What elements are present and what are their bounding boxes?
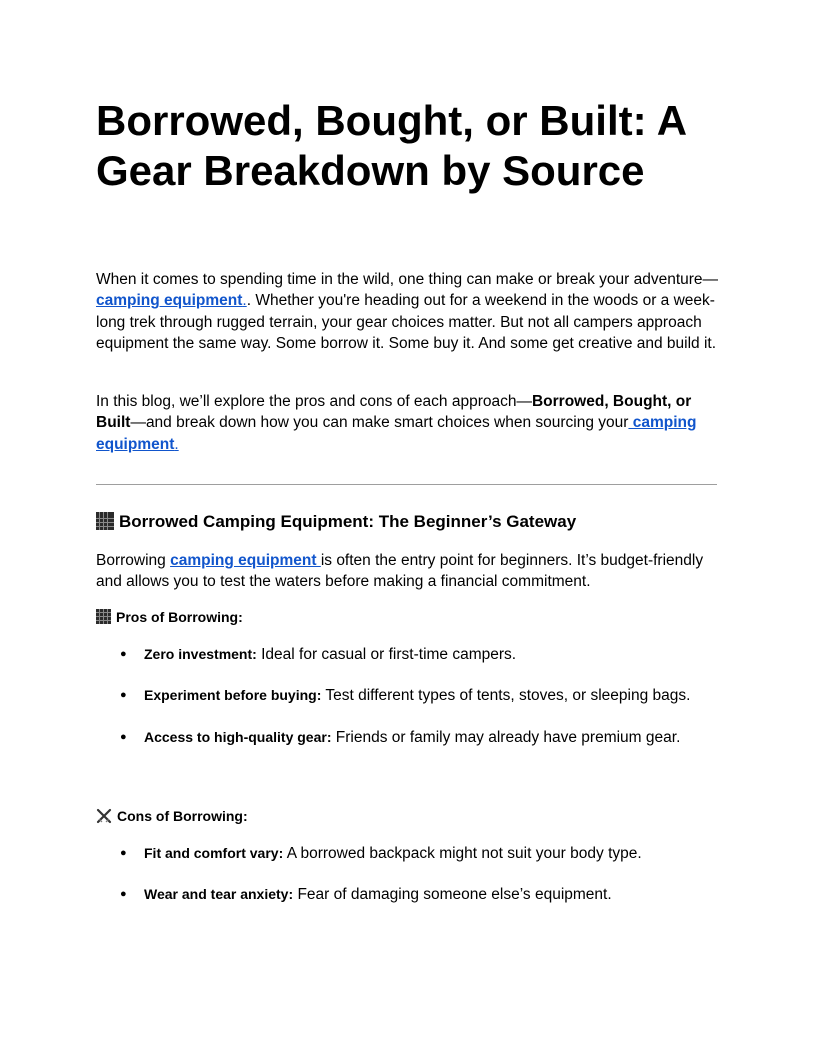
block-grid-icon: [96, 512, 114, 530]
pros-list: [96, 644, 720, 768]
block-grid-icon: [96, 609, 111, 624]
list-item-label: Zero investment:: [144, 646, 257, 662]
camping-equipment-link-3[interactable]: camping equipment: [170, 552, 321, 569]
intro-text-after: . Whether you're heading out for a weekend in the woods or a week-long trek through rugged terrain, your gear choices matter. But not all campers approach equipment the same way. Some borrow it. Some buy it. And some get creative and build it.: [96, 292, 717, 352]
cons-heading: [96, 806, 248, 826]
page-title: Borrowed, Bought, or Built: A Gear Breakdown by Source: [96, 97, 686, 194]
list-item-text: A borrowed backpack might not suit your body type.: [283, 845, 642, 862]
list-item: [96, 843, 720, 864]
borrowing-paragraph: [96, 550, 720, 593]
list-item: [96, 644, 720, 665]
camping-equipment-link-2[interactable]: camping equipment: [96, 414, 697, 453]
cons-heading-text: Cons of Borrowing:: [117, 808, 248, 824]
section-heading-text: Borrowed Camping Equipment: The Beginner’s Gateway: [119, 512, 577, 531]
blog-intro-bold: Borrowed, Bought, or Built: [96, 393, 692, 432]
list-item-text: Fear of damaging someone else’s equipment.: [293, 886, 612, 904]
list-item: [96, 884, 720, 905]
blog-intro-paragraph: [96, 391, 720, 455]
list-item: [96, 727, 720, 748]
list-item-text: Ideal for casual or first-time campers.: [256, 646, 517, 663]
pros-heading-text: Pros of Borrowing:: [116, 609, 243, 625]
list-item-label: Fit and comfort vary:: [144, 845, 284, 861]
section-heading-borrowed: [96, 510, 576, 534]
borrowing-text-before: Borrowing: [96, 552, 171, 569]
list-item-label: Access to high-quality gear:: [144, 728, 332, 745]
camping-equipment-link[interactable]: camping equipment: [96, 292, 243, 310]
intro-text-before: When it comes to spending time in the wild, one thing can make or break your adventure—: [96, 271, 719, 288]
blog-intro-text-before: In this blog, we’ll explore the pros and cons of each approach—: [96, 393, 532, 410]
intro-paragraph: [96, 269, 720, 354]
horizontal-divider: [96, 484, 717, 485]
borrowing-text-after: is often the entry point for beginners. It’s budget-friendly and allows you to test the waters before making a financial commitment.: [96, 552, 704, 591]
list-item-label: Wear and tear anxiety:: [144, 886, 294, 903]
list-item-text: Test different types of tents, stoves, or sleeping bags.: [321, 687, 691, 705]
list-item: [96, 685, 720, 706]
blog-intro-period-link[interactable]: .: [174, 435, 179, 453]
intro-period-link[interactable]: .: [242, 292, 247, 310]
blog-intro-text-middle: —and break down how you can make smart choices when sourcing your: [130, 414, 629, 432]
list-item-label: Experiment before buying:: [144, 687, 322, 704]
cons-list: [96, 843, 720, 926]
crossed-swords-icon: [96, 808, 112, 824]
list-item-text: Friends or family may already have premium gear.: [331, 728, 681, 746]
pros-heading: [96, 607, 243, 627]
